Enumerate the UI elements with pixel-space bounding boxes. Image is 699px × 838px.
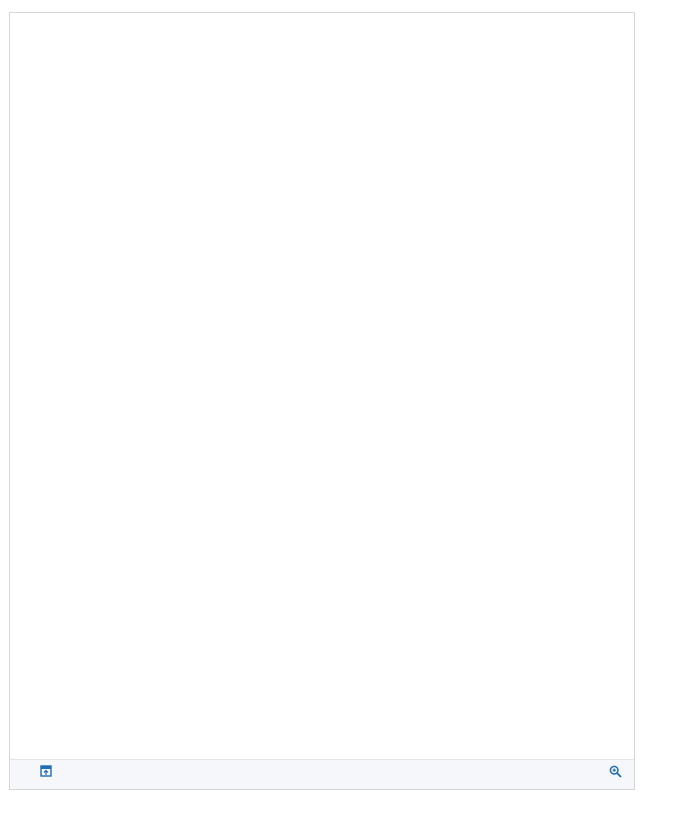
zoom-magnifier-icon [609, 765, 622, 781]
lifter-selection-table [10, 13, 634, 758]
open-in-new-tab-icon [40, 765, 52, 780]
figure-toolbar [10, 759, 634, 789]
open-in-new-tab-button[interactable] [40, 765, 58, 780]
zoom-print-button[interactable] [609, 765, 628, 781]
figure-frame [9, 12, 635, 790]
